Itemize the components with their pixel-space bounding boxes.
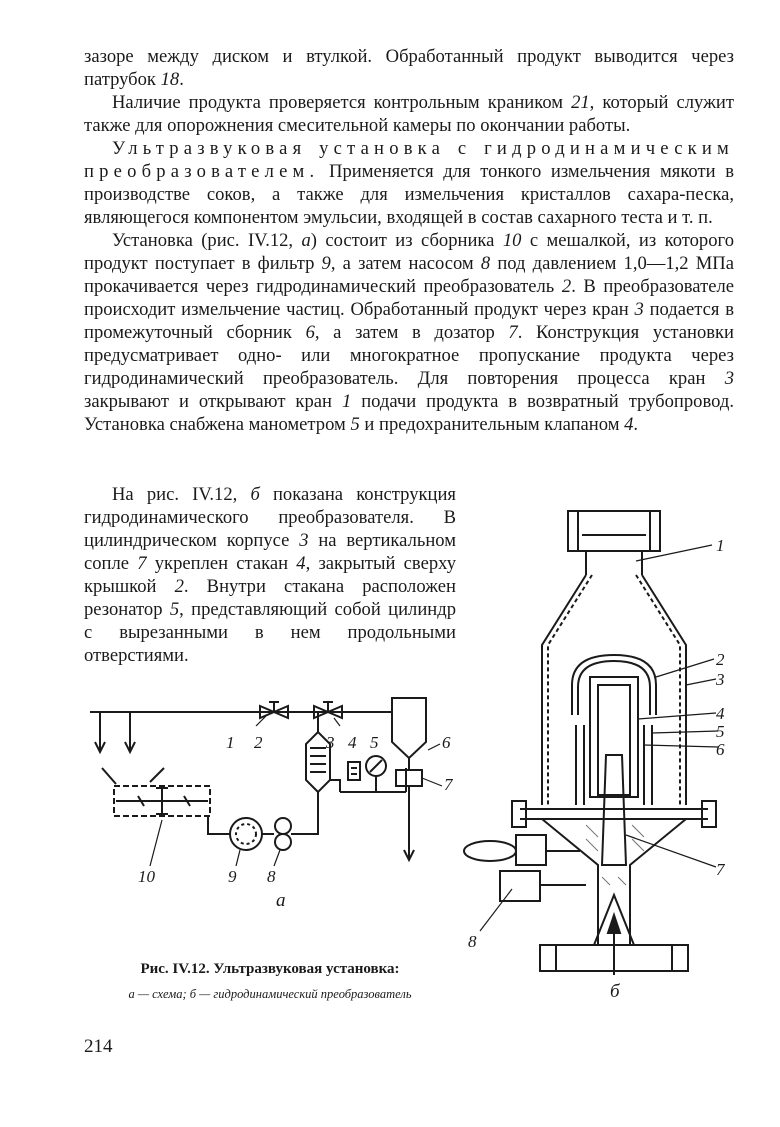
scheme-diagram <box>80 690 460 920</box>
device-label-6: 6 <box>716 740 725 759</box>
paragraph-1: зазоре между диском и втулкой. Обработанный продукт выводится через патрубок 18. <box>84 46 734 90</box>
device-label-4: 4 <box>716 704 725 723</box>
device-label-3: 3 <box>716 670 725 689</box>
device-label-2: 2 <box>716 650 725 669</box>
converter-drawing <box>460 505 750 1005</box>
scheme-label-8: 8 <box>267 867 276 886</box>
paragraph-3: Ультразвуковая установка с гидродинамическим преобразователем. Применяется для тонкого измельчения мякоти в производстве соков, а также для измельчения кристаллов сахара-песка, являющегося компонентом эмульсии, входящей в состав сахарного теста и т. п. <box>84 138 734 228</box>
paragraph-4: Установка (рис. IV.12, а) состоит из сборника 10 с мешалкой, из которого продукт поступает в фильтр 9, а затем насосом 8 под давлением 1,0—1,2 МПа прокачивается через гидродинамический преобразователь 2. В преобразователе происходит измельчение частиц. Обработанный продукт через кран 3 подается в промежуточный сборник 6, а затем в дозатор 7. Конструкция установки предусматривает одно- или многократное пропускание продукта через гидродинамический преобразователь. Для повторения процесса кран 3 закрывают и открывают кран 1 подачи продукта в возвратный трубопровод. Установка снабжена манометром 5 и предохранительным клапаном 4. <box>84 230 734 435</box>
scheme-label-4: 4 <box>348 733 357 752</box>
main-text <box>84 45 734 436</box>
figure-caption <box>84 960 456 1002</box>
paragraph-2: Наличие продукта проверяется контрольным краником 21, который служит также для опорожнения смесительной камеры по окончании работы. <box>84 92 734 136</box>
paragraph-5: На рис. IV.12, б показана конструкция гидродинамического преобразователя. В цилиндрическом корпусе 3 на вертикальном сопле 7 укреплен стакан 4, закрытый сверху крышкой 2. Внутри стакана расположен резонатор 5, представляющий собой цилиндр с вырезанными в нем продольными отверстиями. <box>84 484 457 666</box>
device-label-5: 5 <box>716 722 725 741</box>
scheme-label-3: 3 <box>326 733 335 752</box>
scheme-label-5: 5 <box>370 733 379 752</box>
side-text <box>84 483 456 667</box>
device-label-8: 8 <box>468 932 477 951</box>
scheme-label-6: 6 <box>442 733 451 752</box>
figure-caption-title: Рис. IV.12. Ультразвуковая установка: <box>140 961 400 977</box>
scheme-label-10: 10 <box>138 867 155 886</box>
figure-caption-subtitle: а — схема; б — гидродинамический преобразователь <box>128 987 412 1001</box>
scheme-label-7: 7 <box>444 775 453 794</box>
scheme-letter: а <box>276 890 286 911</box>
device-letter: б <box>610 981 620 1002</box>
scheme-label-2: 2 <box>254 733 263 752</box>
device-label-1: 1 <box>716 536 725 555</box>
scheme-label-1: 1 <box>226 733 235 752</box>
device-label-7: 7 <box>716 860 725 879</box>
scheme-label-9: 9 <box>228 867 237 886</box>
page-number: 214 <box>84 1036 113 1057</box>
